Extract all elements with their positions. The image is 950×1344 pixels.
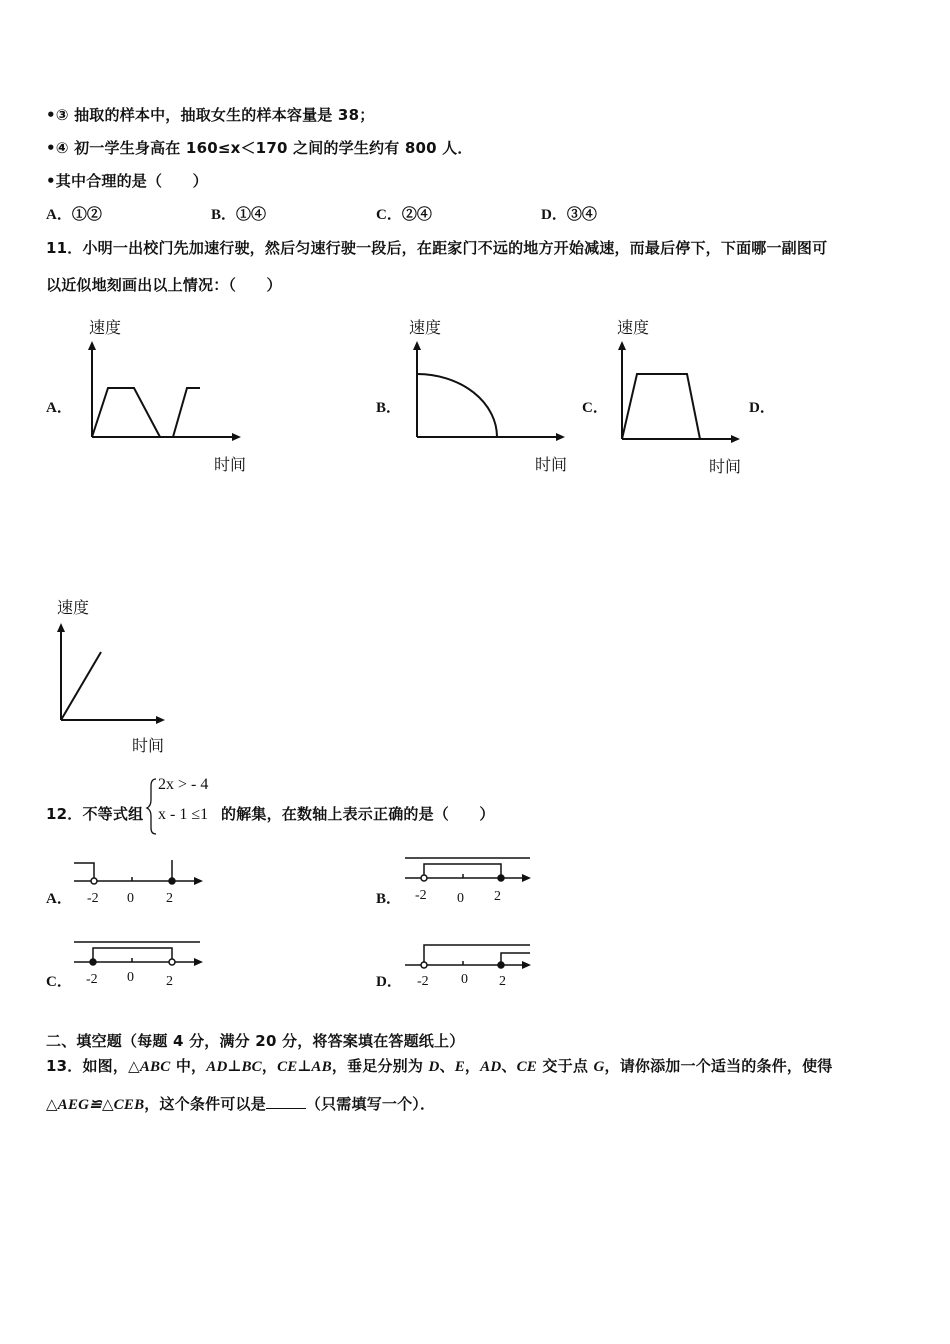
q12-equation-2: x - 1 ≤1: [158, 806, 209, 823]
q13-math-e: E: [454, 1059, 465, 1075]
q13-line-2: [46, 1093, 435, 1114]
q13-text-2: ，垂足分别为: [331, 1057, 429, 1075]
q11-option-a-letter[interactable]: A．: [46, 400, 72, 416]
section-2-header: 二、填空题（每题 4 分，满分 20 分，将答案填在答题纸上）: [46, 1032, 465, 1050]
q13-math-ce-2: CE: [516, 1059, 537, 1075]
q13-num: 13．如图，: [46, 1057, 129, 1075]
q11-graph-a-xlabel: 时间: [214, 455, 247, 474]
q13-math-ab: AB: [311, 1059, 332, 1075]
q10-statement-3: •③ 抽取的样本中，抽取女生的样本容量是 38；: [46, 106, 375, 124]
q13-text: 中，: [170, 1057, 207, 1075]
q13-math-ad-2: AD: [480, 1059, 502, 1075]
q11-option-c-letter[interactable]: C．: [582, 400, 608, 416]
q10-option-d-text: ③④: [566, 207, 597, 223]
q12-option-c-letter[interactable]: C．: [46, 974, 72, 990]
q13-triangle-abc: △ABC: [128, 1059, 171, 1075]
q12-c-tick-neg2: -2: [86, 972, 98, 987]
q13-perp-2: ⊥: [297, 1057, 312, 1075]
q13-text-4: ，请你添加一个适当的条件，使得: [604, 1057, 833, 1075]
q12-prefix: 12．不等式组: [46, 805, 144, 823]
q12-d-tick-2: 2: [499, 974, 506, 989]
q12-option-b-letter[interactable]: B．: [376, 891, 402, 907]
q13-text-5: ，这个条件可以是: [144, 1095, 266, 1113]
q10-statement-4: •④ 初一学生身高在 160≤x＜170 之间的学生约有 800 人．: [46, 139, 473, 157]
q13-line-1: [46, 1055, 833, 1076]
q10-prompt: •其中合理的是（ ）: [46, 172, 208, 190]
q13-math-g: G: [593, 1059, 605, 1075]
q12-b-tick-0: 0: [457, 891, 464, 906]
q12-b-tick-neg2: -2: [415, 888, 427, 903]
q13-comma-2: ，: [464, 1057, 481, 1075]
q10-option-b-text: ①④: [236, 207, 267, 223]
q12-equation-1: 2x > - 4: [158, 776, 209, 793]
q11-graph-b-ylabel: 速度: [409, 318, 442, 337]
q13-math-bc: BC: [241, 1059, 262, 1075]
q12-option-d-letter[interactable]: D．: [376, 974, 402, 990]
q12-suffix: 的解集，在数轴上表示正确的是（ ）: [221, 805, 495, 823]
q11-option-d-letter[interactable]: D．: [749, 400, 775, 416]
q13-text-6: （只需填写一个）．: [305, 1095, 436, 1113]
q11-text-line-1: 11．小明一出校门先加速行驶，然后匀速行驶一段后，在距家门不远的地方开始减速，而最后停下，下面哪一副图可: [46, 239, 828, 257]
q13-sep: 、: [439, 1057, 455, 1075]
q13-answer-blank[interactable]: [266, 1094, 306, 1109]
q10-option-a-text: ①②: [71, 207, 102, 223]
q12-option-a-letter[interactable]: A．: [46, 891, 72, 907]
q11-graph-a-ylabel: 速度: [89, 318, 122, 337]
q12-a-tick-neg2: -2: [87, 891, 99, 906]
q13-math-ad: AD: [206, 1059, 228, 1075]
q11-graph-b-xlabel: 时间: [535, 455, 568, 474]
q13-perp: ⊥: [227, 1057, 242, 1075]
q10-option-c-text: ②④: [401, 207, 432, 223]
q13-congruence: △AEG≌△CEB: [46, 1097, 145, 1113]
q10-option-b-letter: B．: [211, 207, 237, 223]
q11-option-b-letter[interactable]: B．: [376, 400, 402, 416]
q12-d-tick-0: 0: [461, 972, 468, 987]
q10-option-c-letter: C．: [376, 207, 402, 223]
q13-text-3: 交于点: [537, 1057, 594, 1075]
q11-graph-c-ylabel: 速度: [617, 318, 650, 337]
q11-text-line-2: 以近似地刻画出以上情况：（ ）: [46, 276, 282, 294]
q12-c-tick-0: 0: [127, 970, 134, 985]
q12-c-tick-2: 2: [166, 974, 173, 989]
q10-option-d-letter: D．: [541, 207, 567, 223]
q13-comma: ，: [261, 1057, 278, 1075]
q11-graph-d-xlabel: 时间: [132, 736, 165, 755]
q12-d-tick-neg2: -2: [417, 974, 429, 989]
q10-option-a-letter: A．: [46, 207, 72, 223]
q12-a-tick-0: 0: [127, 891, 134, 906]
q11-graph-c-xlabel: 时间: [709, 457, 742, 476]
q12-b-tick-2: 2: [494, 889, 501, 904]
q13-math-d: D: [428, 1059, 440, 1075]
q13-sep-2: 、: [501, 1057, 517, 1075]
q12-a-tick-2: 2: [166, 891, 173, 906]
q11-graph-d-ylabel: 速度: [57, 598, 90, 617]
q13-math-ce: CE: [277, 1059, 298, 1075]
